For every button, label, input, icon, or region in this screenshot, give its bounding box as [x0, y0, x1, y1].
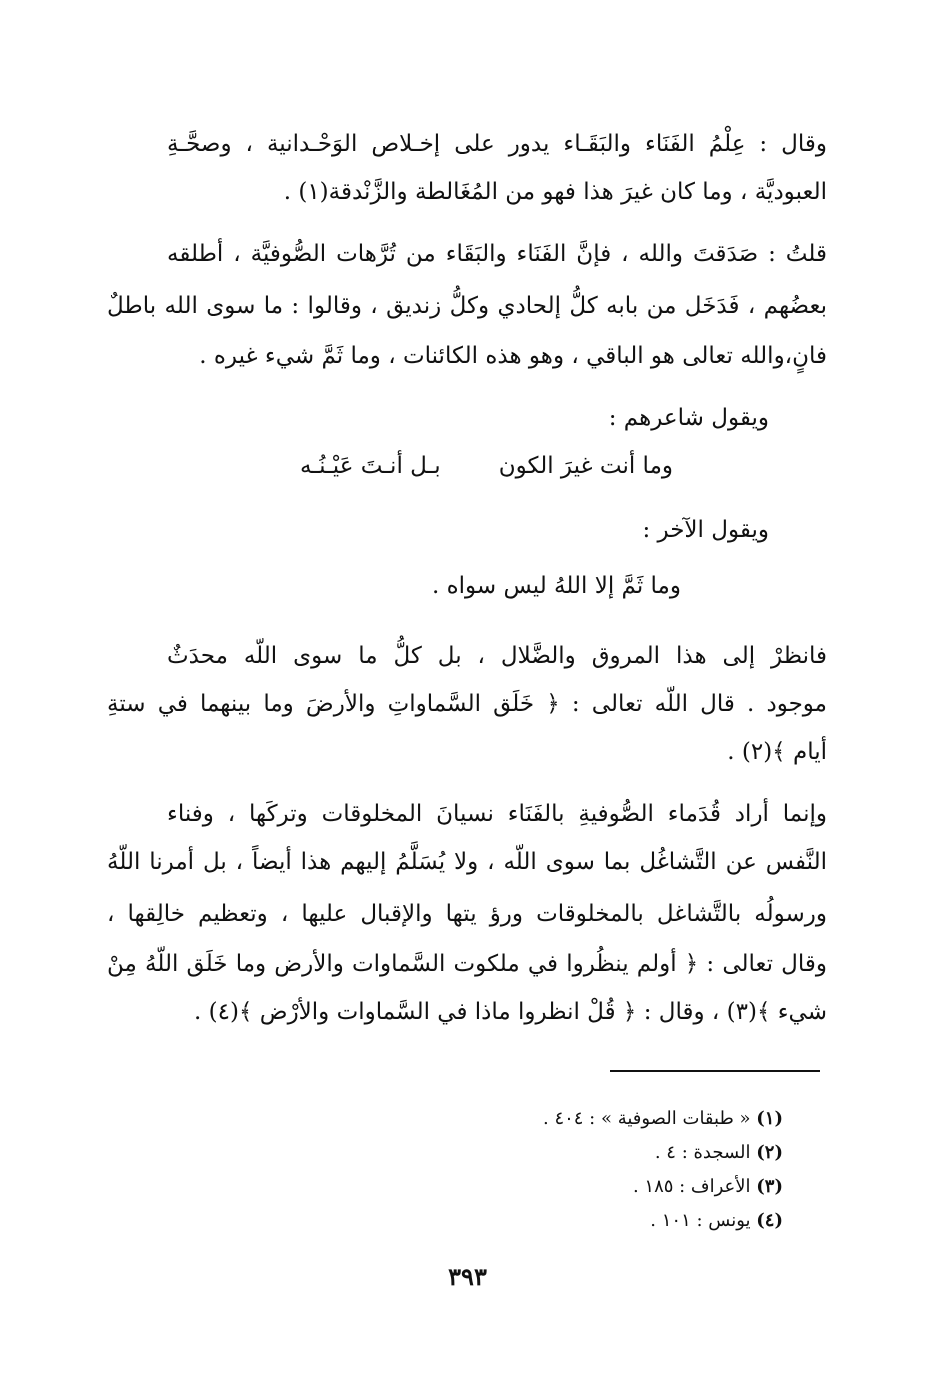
paragraph-2-line-1: قلتُ : صَدَقتَ والله ، فإنَّ الفَنَاء والبَقَاء من تُرَّهات الصُّوفيَّة ، أطلقه — [167, 241, 827, 267]
footnote-1 — [543, 1106, 783, 1132]
poet-intro: ويقول شاعرهم : — [608, 405, 769, 431]
footnote-1-number: (١) — [756, 1108, 783, 1129]
footnote-2-number: (٢) — [756, 1142, 783, 1163]
verse-2: وما ثَمَّ إلا اللهُ ليس سواه . — [431, 573, 681, 599]
footnote-3-text: الأعراف : ١٨٥ . — [632, 1176, 751, 1197]
paragraph-5-line-3: أيام ﴾(٢) . — [727, 739, 827, 765]
paragraph-6-line-5: شيء ﴾(٣) ، وقال : ﴿ قُلْ انظروا ماذا في السَّماوات والأرْض ﴾(٤) . — [194, 999, 827, 1025]
footnote-3 — [633, 1174, 783, 1200]
other-poet-intro: ويقول الآخر : — [642, 517, 769, 543]
footnote-2-text: السجدة : ٤ . — [654, 1142, 751, 1163]
footnote-4 — [650, 1208, 783, 1234]
paragraph-6-line-1: وإنما أراد قُدَماء الصُّوفيةِ بالفَنَاء نسيانَ المخلوقات وتركَها ، وفناء — [167, 801, 827, 827]
verse-1-right-hemistich: وما أنت غيرَ الكون — [498, 453, 673, 479]
page-number: ٣٩٣ — [448, 1262, 487, 1291]
footnote-separator — [610, 1070, 820, 1072]
footnote-1-text: « طبقات الصوفية » : ٤٠٤ . — [542, 1108, 751, 1129]
paragraph-6-line-3: ورسولُه بالتَّشاغل بالمخلوقات ورؤ يتها والإقبال عليها ، وتعظيم خالِقها ، — [107, 901, 827, 927]
paragraph-6-line-2: النَّفس عن التَّشاغُل بما سوى اللّه ، ولا يُسَلَّمُ إليهم هذا أيضاً ، بل أمرنا اللّهُ — [107, 849, 827, 875]
footnote-3-number: (٣) — [756, 1176, 783, 1197]
verse-1-left-hemistich: بـل أنـتَ عَيْـنُـه — [300, 453, 441, 479]
paragraph-1-line-2: العبوديَّة ، وما كان غيرَ هذا فهو من المُغَالطة والزَّنْدقة(١) . — [283, 179, 827, 205]
paragraph-2-line-3: فانٍ،والله تعالى هو الباقي ، وهو هذه الكائنات ، وما ثَمَّ شيء غيره . — [199, 343, 827, 369]
paragraph-5-line-2: موجود . قال اللّه تعالى : ﴿ خَلَق السَّماواتِ والأرضَ وما بينهما في ستةِ — [107, 691, 827, 717]
paragraph-2-line-2: بعضُهم ، فَدَخَل من بابه كلُّ إلحادي وكلُّ زنديق ، وقالوا : ما سوى الله باطلٌ — [107, 293, 827, 319]
paragraph-6-line-4: وقال تعالى : ﴿ أولم ينظُروا في ملكوت السَّماوات والأرض وما خَلَق اللّهُ مِنْ — [107, 951, 827, 977]
paragraph-1-line-1: وقال : عِلْمُ الفَنَاء والبَقَـاء يدور على إخـلاص الوَحْـدانية ، وصحَّـةِ — [167, 131, 827, 157]
footnote-4-number: (٤) — [756, 1210, 783, 1231]
footnote-4-text: يونس : ١٠١ . — [650, 1210, 751, 1231]
paragraph-5-line-1: فانظرْ إلى هذا المروق والضَّلال ، بل كلُّ ما سوى اللّه محدَثٌ — [167, 643, 827, 669]
footnote-2 — [655, 1140, 783, 1166]
